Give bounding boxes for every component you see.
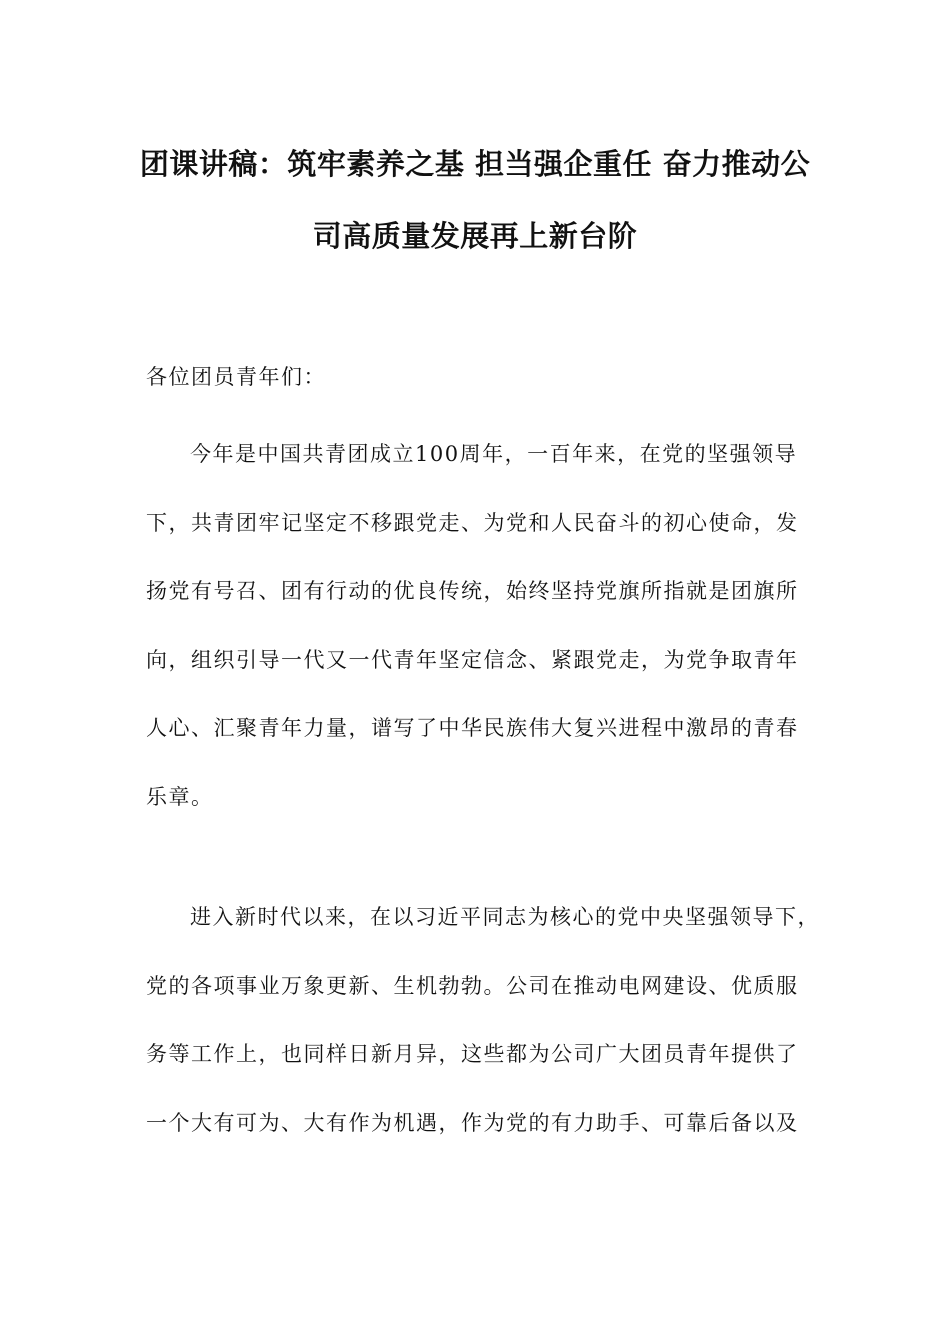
title-line-1: 团课讲稿：筑牢素养之基 担当强企重任 奋力推动公 <box>139 147 811 181</box>
salutation-text: 各位团员青年们： <box>146 365 326 389</box>
paragraph-1-line-5: 人心、汇聚青年力量，谱写了中华民族伟大复兴进程中激昂的青春 <box>146 716 799 740</box>
paragraph-1-line-6: 乐章。 <box>146 784 214 809</box>
paragraph-1-line-2: 下，共青团牢记坚定不移跟党走、为党和人民奋斗的初心使命，发 <box>146 510 799 535</box>
paragraph-1-line-1: 今年是中国共青团成立100周年，一百年来，在党的坚强领导 <box>190 442 798 466</box>
paragraph-2-line-4: 一个大有可为、大有作为机遇，作为党的有力助手、可靠后备以及 <box>146 1110 799 1135</box>
paragraph-1-line-3: 扬党有号召、团有行动的优良传统，始终坚持党旗所指就是团旗所 <box>146 579 799 603</box>
title-line-2: 司高质量发展再上新台阶 <box>312 219 638 253</box>
paragraph-2-line-1: 进入新时代以来，在以习近平同志为核心的党中央坚强领导下， <box>190 905 820 929</box>
paragraph-1 <box>146 420 806 831</box>
paragraph-2 <box>146 883 820 1157</box>
paragraph-2-line-2: 党的各项事业万象更新、生机勃勃。公司在推动电网建设、优质服 <box>146 973 799 998</box>
salutation <box>146 343 806 412</box>
paragraph-2-line-3: 务等工作上，也同样日新月异，这些都为公司广大团员青年提供了 <box>146 1042 799 1066</box>
paragraph-1-line-4: 向，组织引导一代又一代青年坚定信念、紧跟党走，为党争取青年 <box>146 647 799 672</box>
document-title <box>120 128 830 272</box>
